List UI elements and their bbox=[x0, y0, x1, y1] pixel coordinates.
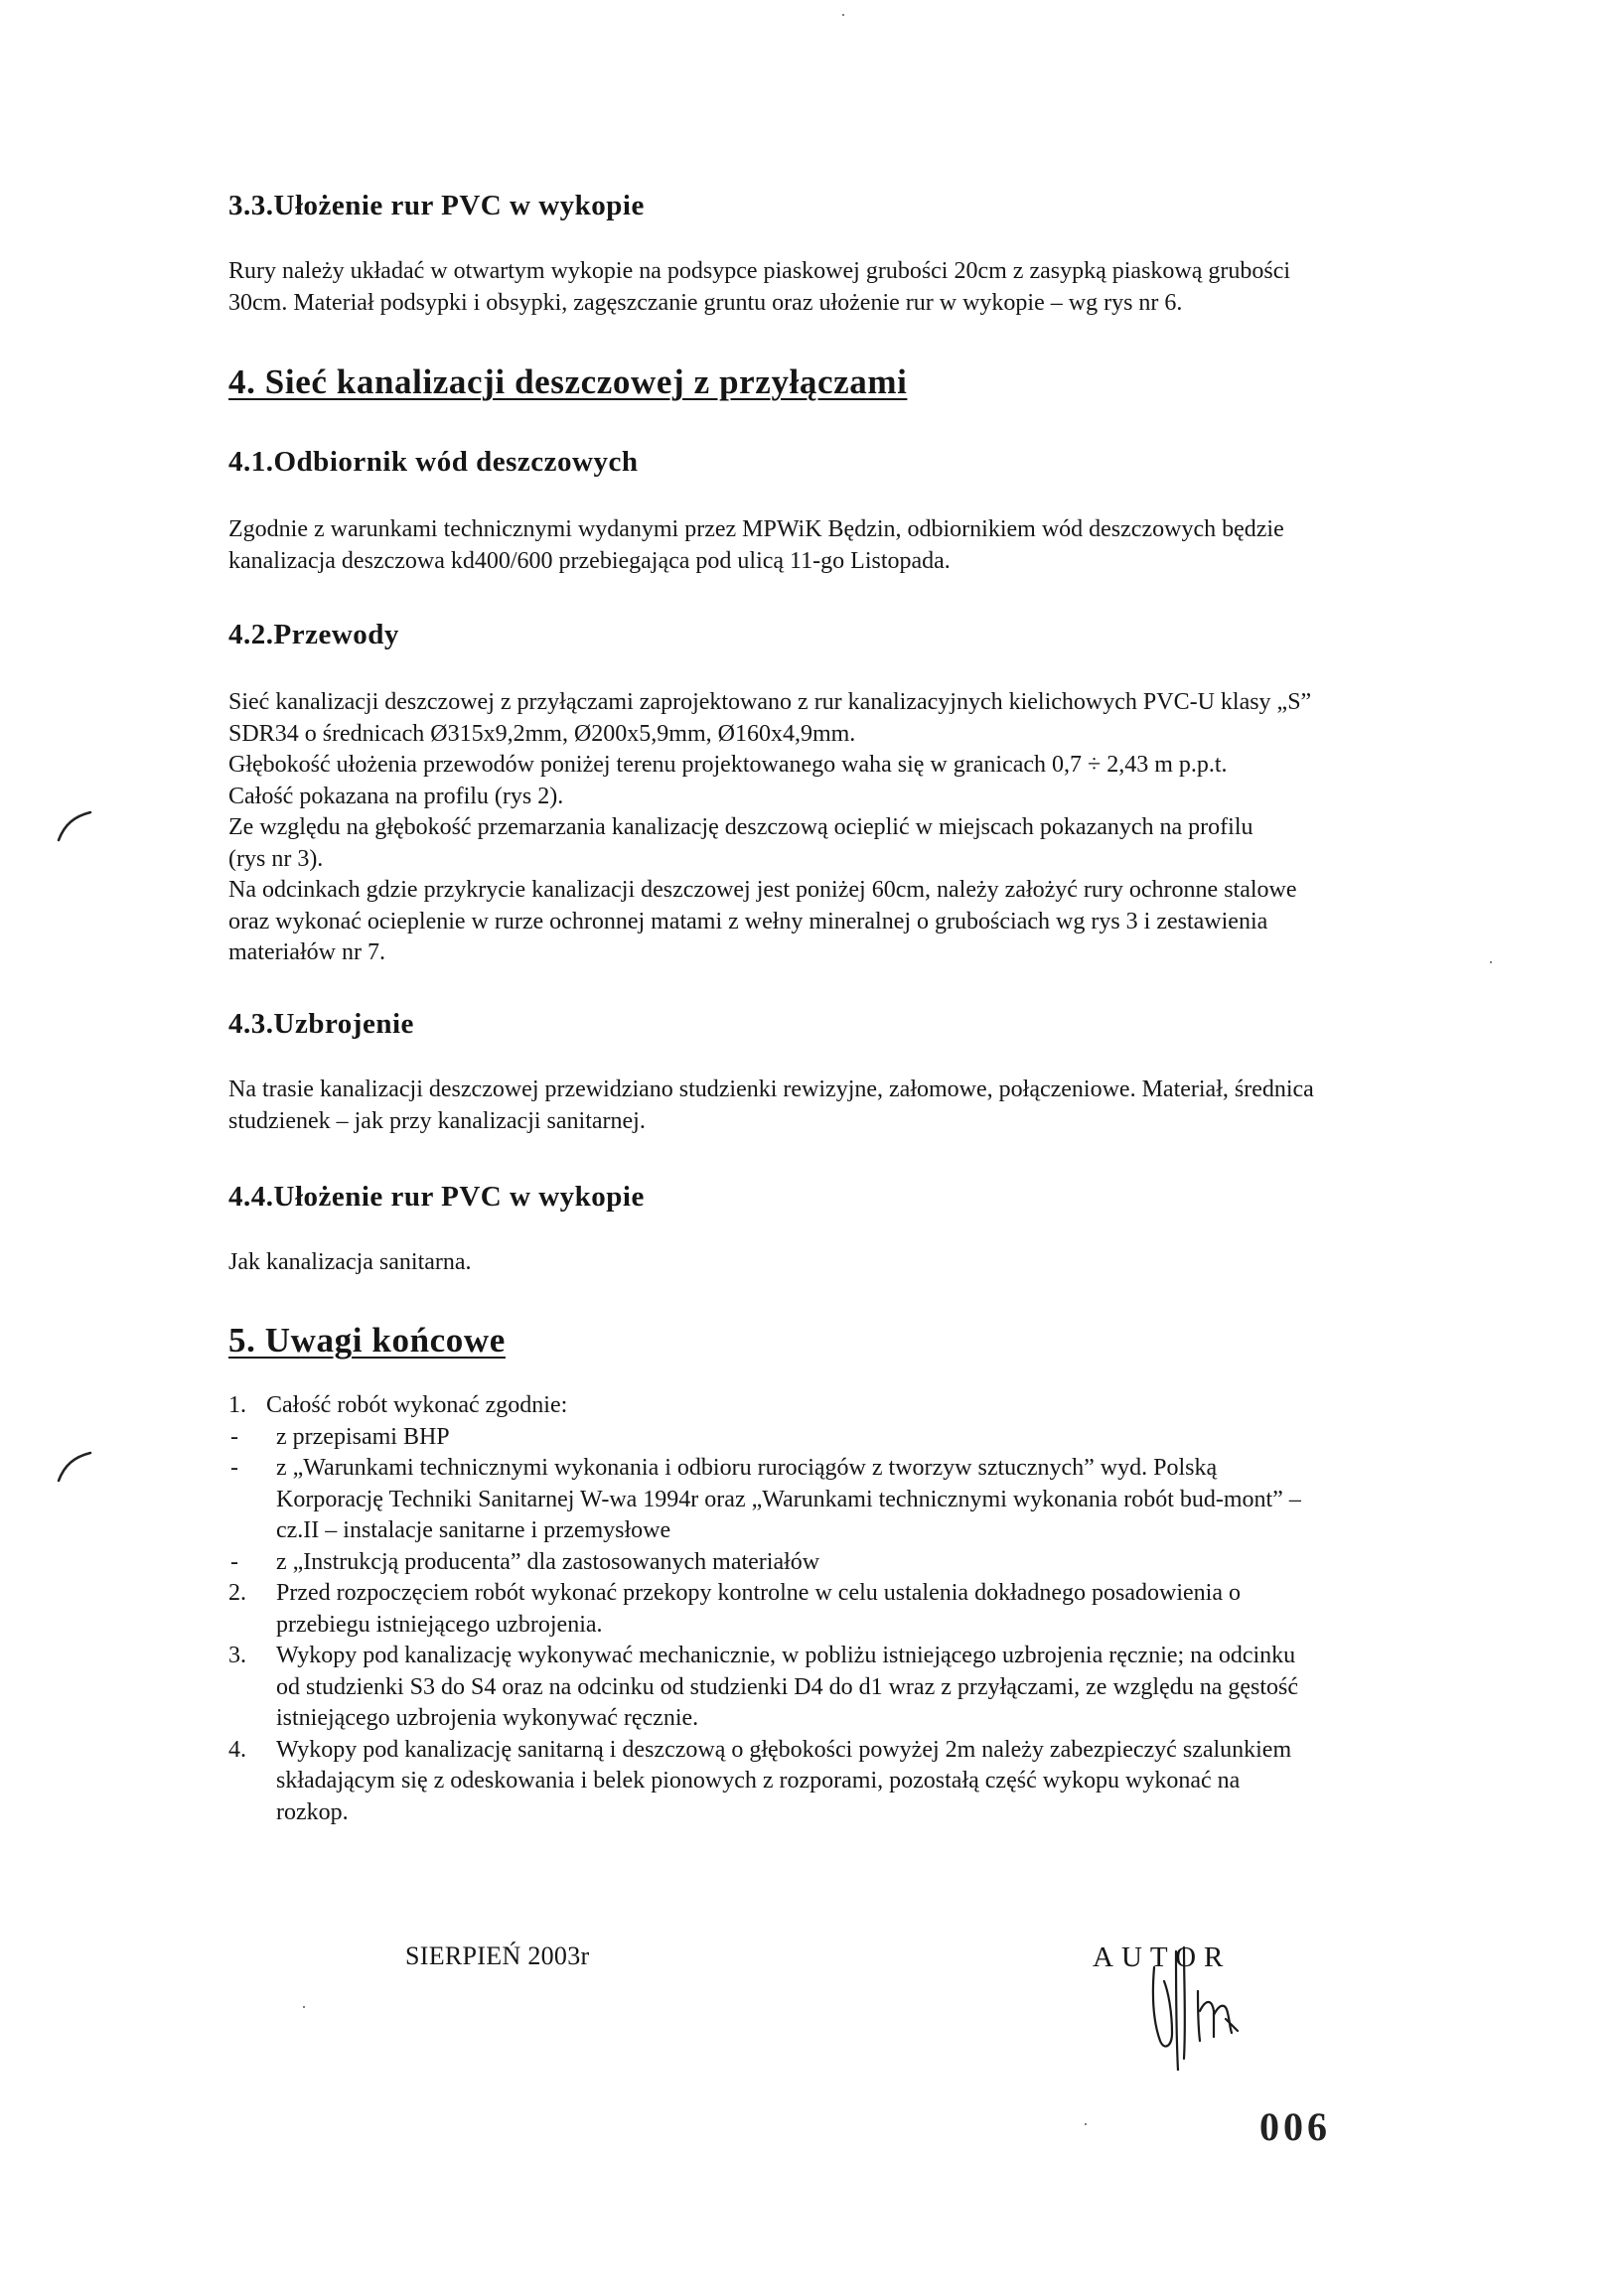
list-item bbox=[228, 1547, 1480, 1579]
list-item-line: od studzienki S3 do S4 oraz na odcinku od studzienki D4 do d1 wraz z przyłączami, ze względu na gęstość bbox=[276, 1673, 1299, 1700]
list-item-line: Przed rozpoczęciem robót wykonać przekopy kontrolne w celu ustalenia dokładnego posadowienia o bbox=[276, 1580, 1242, 1606]
list-marker: 4. bbox=[228, 1736, 246, 1763]
list-marker: - bbox=[230, 1423, 238, 1450]
section-4-1-heading: 4.1.Odbiornik wód deszczowych bbox=[228, 446, 639, 478]
section-4-3 bbox=[228, 1007, 1480, 1041]
section-4-1-line: Zgodnie z warunkami technicznymi wydanymi przez MPWiK Będzin, odbiornikiem wód deszczowych będzie bbox=[228, 516, 1284, 542]
section-4-heading: 4. Sieć kanalizacji deszczowej z przyłączami bbox=[228, 362, 908, 401]
list-marker: 2. bbox=[228, 1580, 246, 1606]
scan-speck bbox=[842, 14, 844, 16]
list-marker: - bbox=[230, 1548, 238, 1575]
list-marker: - bbox=[230, 1455, 238, 1481]
section-4-2-line: Sieć kanalizacji deszczowej z przyłączami zaprojektowano z rur kanalizacyjnych kielichowych PVC-U klasy „S” bbox=[228, 689, 1312, 715]
scan-speck bbox=[303, 2006, 305, 2008]
list-item bbox=[228, 1453, 1480, 1547]
section-4-3-line: Na trasie kanalizacji deszczowej przewidziano studzienki rewizyjne, załomowe, połączeniowe. Materiał, średnica bbox=[228, 1076, 1314, 1102]
section-4-3-line: studzienek – jak przy kanalizacji sanitarnej. bbox=[228, 1107, 646, 1134]
list-item bbox=[228, 1390, 1480, 1422]
section-4-2-line: materiałów nr 7. bbox=[228, 939, 385, 965]
list-item bbox=[228, 1735, 1480, 1829]
section-4-2-line: SDR34 o średnicach Ø315x9,2mm, Ø200x5,9mm, Ø160x4,9mm. bbox=[228, 720, 856, 747]
section-4-2-line: oraz wykonać ocieplenie w rurze ochronnej matami z wełny mineralnej o grubościach wg rys 3 i zestawienia bbox=[228, 908, 1268, 934]
section-4-1-line: kanalizacja deszczowa kd400/600 przebiegająca pod ulicą 11-go Listopada. bbox=[228, 547, 951, 574]
scan-speck bbox=[1490, 961, 1492, 963]
list-item-line: Wykopy pod kanalizację wykonywać mechanicznie, w pobliżu istniejącego uzbrojenia ręcznie; na odcinku bbox=[276, 1643, 1296, 1668]
list-item-line: składającym się z odeskowania i belek pionowych z rozporami, pozostałą część wykopu wykonać na bbox=[276, 1768, 1241, 1794]
section-4-3-heading: 4.3.Uzbrojenie bbox=[228, 1008, 414, 1040]
list-item-line: istniejącego uzbrojenia wykonywać ręcznie. bbox=[276, 1705, 699, 1731]
list-item bbox=[228, 1641, 1480, 1735]
section-3-3 bbox=[228, 189, 1480, 222]
section-4-2-line: Głębokość ułożenia przewodów poniżej terenu projektowanego waha się w granicach 0,7 ÷ 2,43 m p.p.t. bbox=[228, 752, 1228, 778]
list-item-line: Całość robót wykonać zgodnie: bbox=[266, 1392, 568, 1418]
section-4 bbox=[228, 362, 1480, 402]
section-3-3-heading: 3.3.Ułożenie rur PVC w wykopie bbox=[228, 190, 645, 221]
section-4-2-heading: 4.2.Przewody bbox=[228, 619, 399, 650]
margin-mark-icon bbox=[55, 804, 94, 844]
section-3-3-line: Rury należy układać w otwartym wykopie na podsypce piaskowej grubości 20cm z zasypką piaskową grubości bbox=[228, 258, 1291, 284]
list-item-line: z przepisami BHP bbox=[276, 1423, 450, 1450]
scan-speck bbox=[1085, 2123, 1087, 2125]
final-remarks-list bbox=[228, 1390, 1480, 1828]
section-4-3-body bbox=[228, 1075, 1480, 1137]
section-3-3-body bbox=[228, 256, 1480, 319]
list-item-line: przebiegu istniejącego uzbrojenia. bbox=[276, 1611, 603, 1638]
section-4-1-body bbox=[228, 514, 1480, 577]
section-4-2-line: (rys nr 3). bbox=[228, 845, 324, 872]
section-4-4-line: Jak kanalizacja sanitarna. bbox=[228, 1249, 472, 1275]
section-4-4-heading: 4.4.Ułożenie rur PVC w wykopie bbox=[228, 1181, 645, 1213]
section-4-4-body bbox=[228, 1247, 1480, 1279]
document-date: SIERPIEŃ 2003r bbox=[405, 1941, 590, 1970]
list-item-line: z „Warunkami technicznymi wykonania i odbioru rurociągów z tworzyw sztucznych” wyd. Polską bbox=[276, 1455, 1218, 1481]
section-4-2 bbox=[228, 618, 1480, 651]
author-label: AUTOR bbox=[1093, 1941, 1232, 1973]
list-item-line: Wykopy pod kanalizację sanitarną i deszczową o głębokości powyżej 2m należy zabezpieczyć szalunkiem bbox=[276, 1736, 1292, 1763]
section-4-4 bbox=[228, 1180, 1480, 1214]
margin-mark-icon bbox=[55, 1445, 94, 1485]
list-item bbox=[228, 1578, 1480, 1641]
section-3-3-line: 30cm. Materiał podsypki i obsypki, zagęszczanie gruntu oraz ułożenie rur w wykopie – wg rys nr 6. bbox=[228, 289, 1183, 316]
list-item bbox=[228, 1422, 1480, 1454]
section-5-heading: 5. Uwagi końcowe bbox=[228, 1321, 506, 1360]
section-4-2-line: Na odcinkach gdzie przykrycie kanalizacji deszczowej jest poniżej 60cm, należy założyć rury ochronne stalowe bbox=[228, 877, 1297, 903]
list-marker: 1. bbox=[228, 1392, 246, 1418]
section-5 bbox=[228, 1321, 1480, 1361]
list-item-line: Korporację Techniki Sanitarnej W-wa 1994r oraz „Warunkami technicznymi wykonania robót bud-mont” – bbox=[276, 1486, 1301, 1512]
list-item-line: z „Instrukcją producenta” dla zastosowanych materiałów bbox=[276, 1548, 820, 1575]
section-4-1 bbox=[228, 445, 1480, 479]
section-4-2-body bbox=[228, 687, 1480, 969]
list-item-line: rozkop. bbox=[276, 1798, 349, 1825]
section-4-2-line: Całość pokazana na profilu (rys 2). bbox=[228, 783, 564, 809]
section-4-2-line: Ze względu na głębokość przemarzania kanalizację deszczową ocieplić w miejscach pokazanych na profilu bbox=[228, 814, 1253, 840]
list-marker: 3. bbox=[228, 1643, 246, 1668]
list-item-line: cz.II – instalacje sanitarne i przemysłowe bbox=[276, 1517, 671, 1543]
page-stamp-number: 006 bbox=[1259, 2104, 1331, 2149]
